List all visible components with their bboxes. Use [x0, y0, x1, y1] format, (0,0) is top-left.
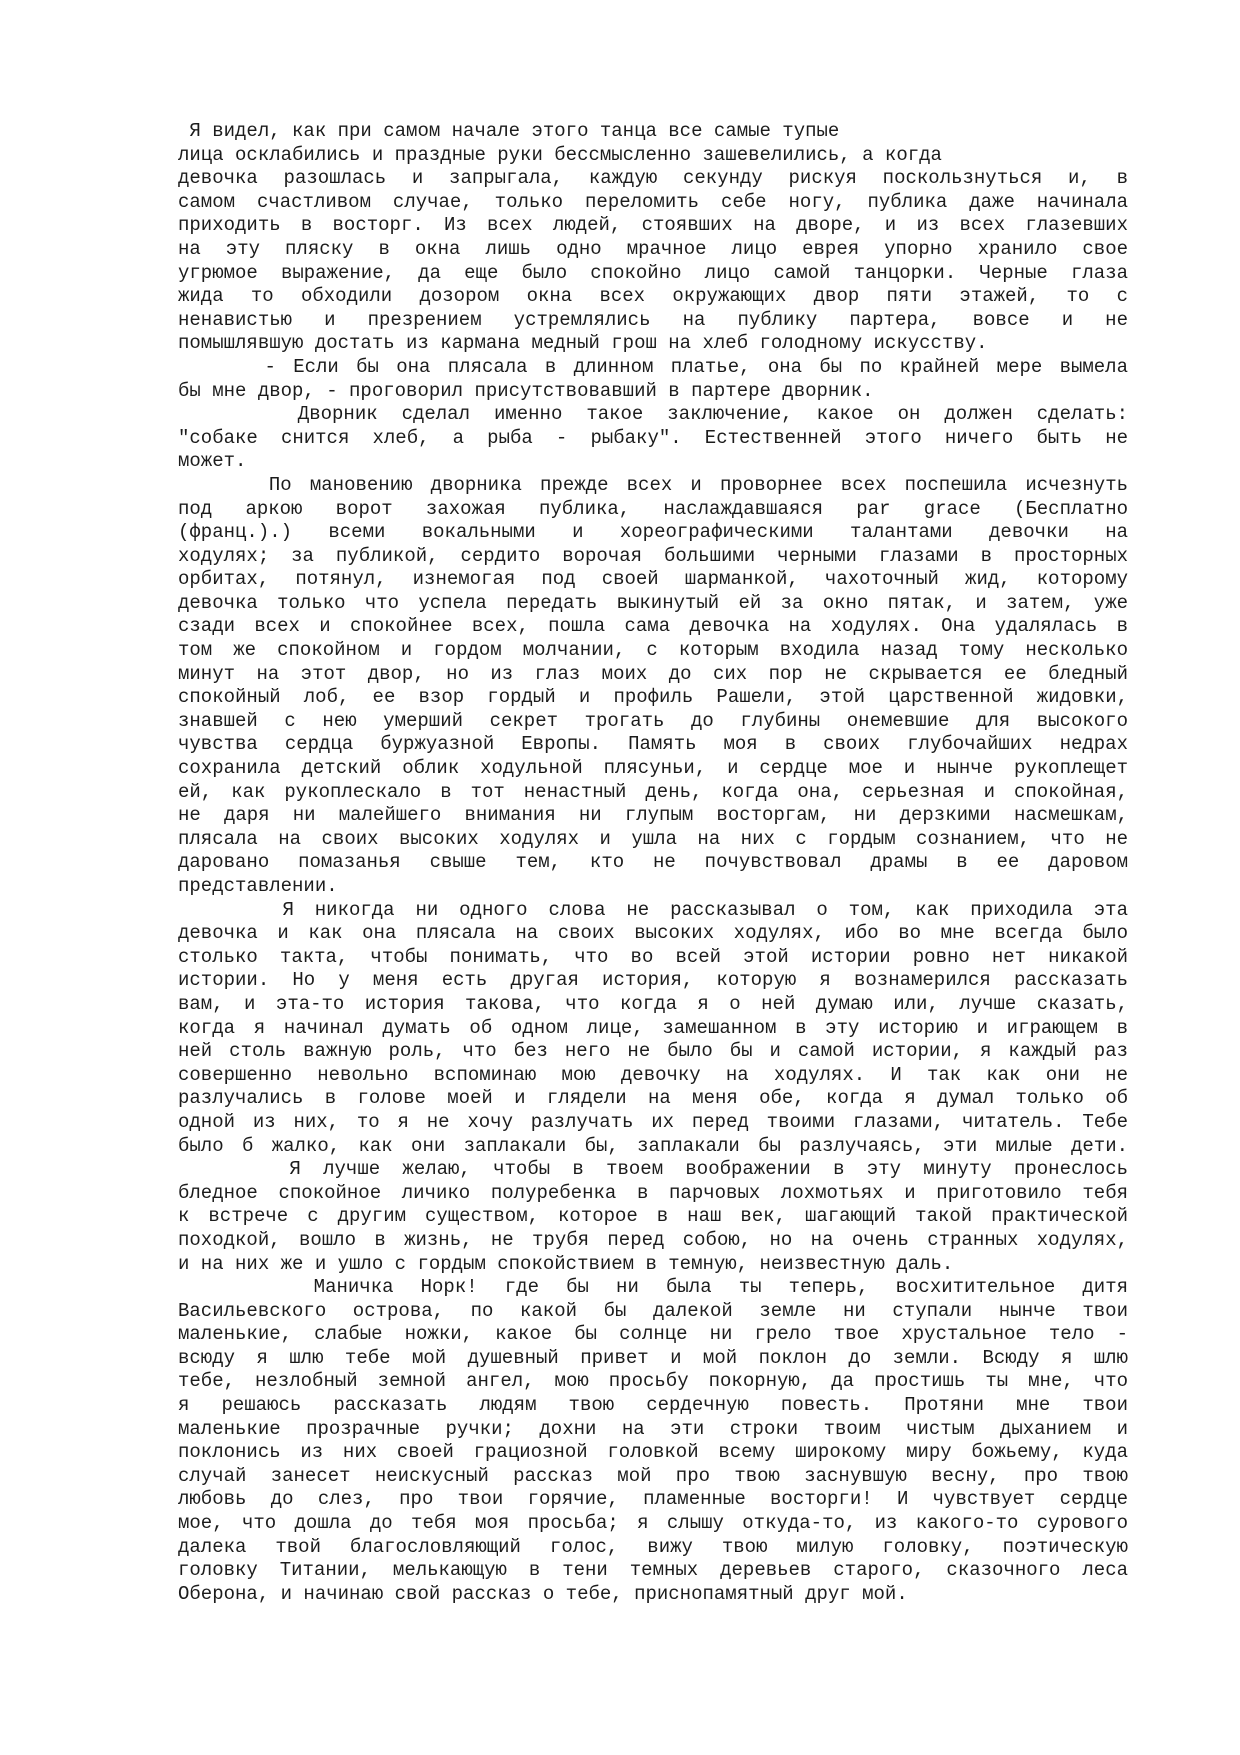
text-line: ей, как рукоплескало в тот ненастный день, когда она, серьезная и спокойная,: [178, 780, 1128, 803]
text-line: лица осклабились и праздные руки бессмысленно зашевелились, а когда: [178, 143, 942, 166]
text-line: приходить в восторг. Из всех людей, стоявших на дворе, и из всех глазевших: [178, 214, 1128, 237]
text-line: девочка только что успела передать выкинутый ей за окно пятак, и затем, уже: [178, 591, 1128, 614]
text-line: угрюмое выражение, да еще было спокойно лицо самой танцорки. Черные глаза: [178, 261, 1128, 284]
text-line: Я лучше желаю, чтобы в твоем воображении в эту минуту пронеслось: [178, 1158, 1128, 1181]
text-line: спокойный лоб, ее взор гордый и профиль Рашели, этой царственной жидовки,: [178, 686, 1128, 709]
text-line: я решаюсь рассказать людям твою сердечную повесть. Протяни мне твои: [178, 1394, 1128, 1417]
text-line: чувства сердца буржуазной Европы. Память моя в своих глубочайших недрах: [178, 733, 1128, 756]
text-line: было б жалко, как они заплакали бы, заплакали бы разлучаясь, эти милые дети.: [178, 1134, 1128, 1157]
text-line: девочка и как она плясала на своих высоких ходулях, ибо во мне всегда было: [178, 922, 1128, 945]
text-line: ходулях; за публикой, сердито ворочая большими черными глазами в просторных: [178, 544, 1128, 567]
text-line: всюду я шлю тебе мой душевный привет и мой поклон до земли. Всюду я шлю: [178, 1346, 1128, 1369]
text-line: (франц.).) всеми вокальными и хореографическими талантами девочки на: [178, 521, 1128, 544]
text-line: орбитах, потянул, изнемогая под своей шарманкой, чахоточный жид, которому: [178, 568, 1128, 591]
text-line: на эту пляску в окна лишь одно мрачное лицо еврея упорно хранило свое: [178, 237, 1128, 260]
text-line: даровано помазанья свыше тем, кто не почувствовал драмы в ее даровом: [178, 851, 1128, 874]
text-line: головку Титании, мелькающую в тени темных деревьев старого, сказочного леса: [178, 1559, 1128, 1582]
text-line: маленькие прозрачные ручки; дохни на эти строки твоим чистым дыханием и: [178, 1417, 1128, 1440]
text-line: походкой, вошло в жизнь, не трубя перед собою, но на очень странных ходулях,: [178, 1228, 1128, 1251]
text-line: помышлявшую достать из кармана медный грош на хлеб голодному искусству.: [178, 332, 988, 355]
text-line: том же спокойном и гордом молчании, с которым входила назад тому несколько: [178, 639, 1128, 662]
text-line: тебе, незлобный земной ангел, мою просьбу покорную, да простишь ты мне, что: [178, 1370, 1128, 1393]
text-line: и на них же и ушло с гордым спокойствием в темную, неизвестную даль.: [178, 1252, 954, 1275]
text-line: далека твой благословляющий голос, вижу твою милую головку, поэтическую: [178, 1535, 1128, 1558]
text-line: представлении.: [178, 875, 338, 897]
text-line: бы мне двор, - проговорил присутствовавший в партере дворник.: [178, 379, 874, 402]
text-line: маленькие, слабые ножки, какое бы солнце ни грело твое хрустальное тело -: [178, 1323, 1128, 1346]
text-line: одной из них, то я не хочу разлучать их перед твоими глазами, читатель. Тебе: [178, 1110, 1128, 1133]
text-line: истории. Но у меня есть другая история, которую я вознамерился рассказать: [178, 969, 1128, 992]
text-line: знавшей с нею умерший секрет трогать до глубины онемевшие для высокого: [178, 709, 1128, 732]
text-line: "собаке снится хлеб, а рыба - рыбаку". Естественней этого ничего быть не: [178, 426, 1128, 449]
text-line: минут на этот двор, но из глаз моих до сих пор не скрывается ее бледный: [178, 662, 1128, 685]
text-line: Маничка Норк! где бы ни была ты теперь, восхитительное дитя: [178, 1276, 1128, 1299]
text-line: не даря ни малейшего внимания ни глупым восторгам, ни дерзкими насмешкам,: [178, 804, 1128, 827]
text-line: Я видел, как при самом начале этого танца все самые тупые: [178, 120, 840, 142]
document-page: [178, 120, 1128, 1606]
text-line: столько такта, чтобы понимать, что во всей этой истории ровно нет никакой: [178, 945, 1128, 968]
text-line: мое, что дошла до тебя моя просьба; я слышу откуда-то, из какого-то сурового: [178, 1512, 1128, 1535]
text-line: ненавистью и презрением устремлялись на публику партера, вовсе и не: [178, 308, 1128, 331]
text-line: поклонись из них своей грациозной головкой всему широкому миру божьему, куда: [178, 1441, 1128, 1464]
text-line: - Если бы она плясала в длинном платье, она бы по крайней мере вымела: [178, 355, 1128, 378]
text-line: ней столь важную роль, что без него не было бы и самой истории, я каждый раз: [178, 1040, 1128, 1063]
text-line: жида то обходили дозором окна всех окружающих двор пяти этажей, то с: [178, 285, 1128, 308]
text-line: бледное спокойное личико полуребенка в парчовых лохмотьях и приготовило тебя: [178, 1181, 1128, 1204]
text-line: когда я начинал думать об одном лице, замешанном в эту историю и играющем в: [178, 1016, 1128, 1039]
text-line: под аркою ворот захожая публика, наслаждавшаяся par grace (Бесплатно: [178, 497, 1128, 520]
text-line: самом счастливом случае, только переломить себе ногу, публика даже начинала: [178, 190, 1128, 213]
text-line: сзади всех и спокойнее всех, пошла сама девочка на ходулях. Она удалялась в: [178, 615, 1128, 638]
text-line: Дворник сделал именно такое заключение, какое он должен сделать:: [178, 403, 1128, 426]
text-line: к встрече с другим существом, которое в наш век, шагающий такой практической: [178, 1205, 1128, 1228]
text-line: разлучались в голове моей и глядели на меня обе, когда я думал только об: [178, 1087, 1128, 1110]
text-line: плясала на своих высоких ходулях и ушла на них с гордым сознанием, что не: [178, 827, 1128, 850]
text-line: По мановению дворника прежде всех и проворнее всех поспешила исчезнуть: [178, 473, 1128, 496]
text-line: может.: [178, 450, 247, 473]
text-line: сохранила детский облик ходульной плясуньи, и сердце мое и нынче рукоплещет: [178, 757, 1128, 780]
text-line: вам, и эта-то история такова, что когда я о ней думаю или, лучше сказать,: [178, 992, 1128, 1015]
text-line: совершенно невольно вспоминаю мою девочку на ходулях. И так как они не: [178, 1063, 1128, 1086]
text-line: Васильевского острова, по какой бы далекой земле ни ступали нынче твои: [178, 1299, 1128, 1322]
text-line: девочка разошлась и запрыгала, каждую секунду рискуя поскользнуться и, в: [178, 167, 1128, 190]
text-line: случай занесет неискусный рассказ мой про твою заснувшую весну, про твою: [178, 1464, 1128, 1487]
text-line: любовь до слез, про твои горячие, пламенные восторги! И чувствует сердце: [178, 1488, 1128, 1511]
text-line: Оберона, и начинаю свой рассказ о тебе, приснопамятный друг мой.: [178, 1582, 908, 1605]
text-line: Я никогда ни одного слова не рассказывал о том, как приходила эта: [178, 898, 1128, 921]
